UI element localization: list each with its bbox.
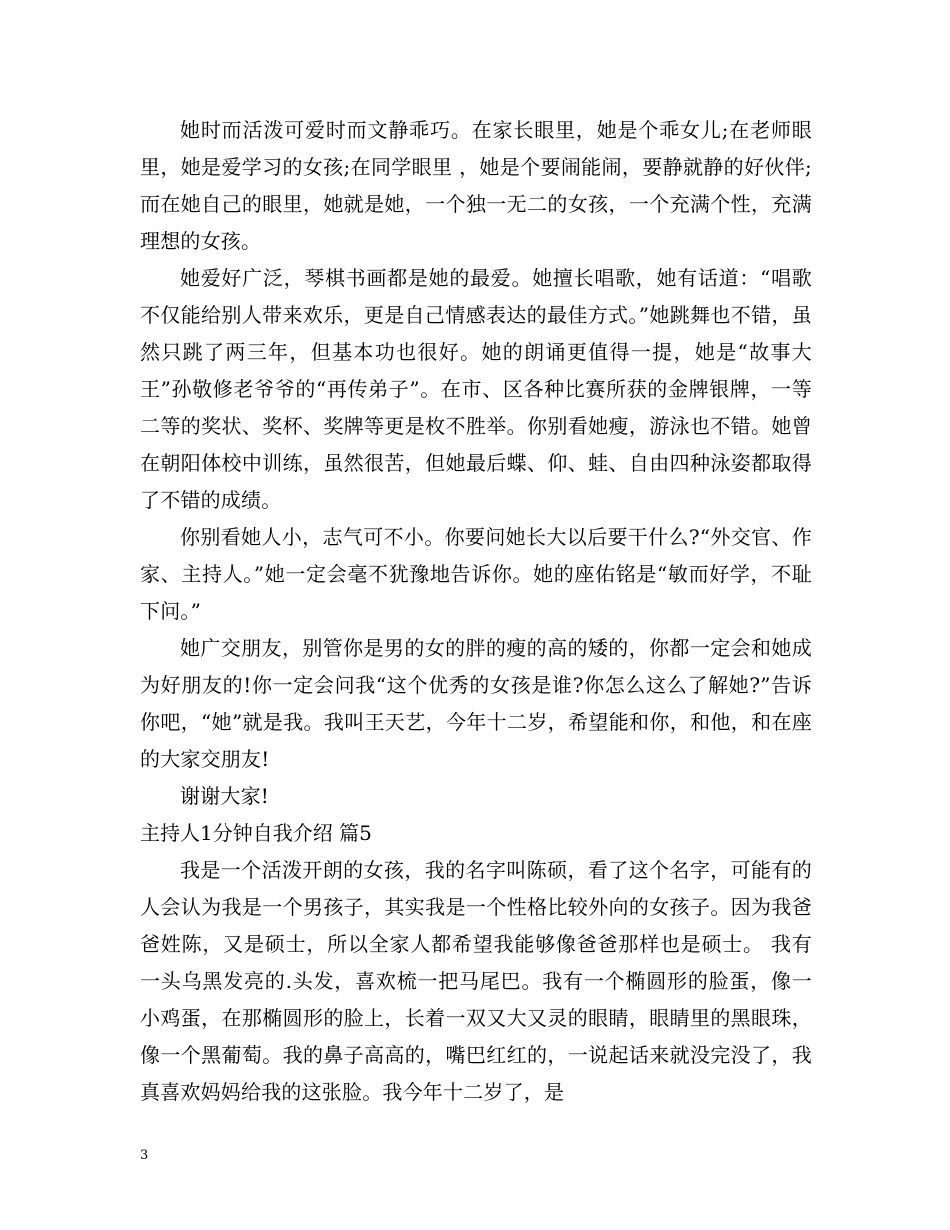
closing-line: 谢谢大家! (180, 784, 270, 808)
page-number: 3 (140, 1148, 149, 1163)
body-paragraph: 她时而活泼可爱时而文静乖巧。在家长眼里，她是个乖女儿;在老师眼里，她是爱学习的女孩;在同学眼里 ，她是个要闹能闹，要静就静的好伙伴;而在她自己的眼里，她就是她，一个独一无二的女孩，一个充满个性，充满理想的女孩。 (140, 118, 812, 253)
section-heading: 主持人1分钟自我介绍 篇5 (140, 821, 372, 845)
document-body (140, 112, 812, 1111)
body-paragraph: 你别看她人小，志气可不小。你要问她长大以后要干什么?“外交官、作家、主持人。”她一定会毫不犹豫地告诉你。她的座佑铭是“敏而好学，不耻下问。” (140, 525, 812, 623)
body-paragraph: 我是一个活泼开朗的女孩，我的名字叫陈硕，看了这个名字，可能有的人会认为我是一个男孩子，其实我是一个性格比较外向的女孩子。因为我爸爸姓陈，又是硕士，所以全家人都希望我能够像爸爸那样也是硕士。 我有一头乌黑发亮的.头发，喜欢梳一把马尾巴。我有一个椭圆形的脸蛋，像一小鸡蛋，在那椭圆形的脸上，长着一双又大又灵的眼睛，眼睛里的黑眼珠，像一个黑葡萄。我的鼻子高高的，嘴巴红红的，一说起话来就没完没了，我真喜欢妈妈给我的这张脸。我今年十二岁了，是 (140, 858, 812, 1104)
body-paragraph: 她广交朋友，别管你是男的女的胖的瘦的高的矮的，你都一定会和她成为好朋友的!你一定会问我“这个优秀的女孩是谁?你怎么这么了解她?”告诉你吧，“她”就是我。我叫王天艺，今年十二岁，希望能和你，和他，和在座的大家交朋友! (140, 636, 812, 771)
body-paragraph: 她爱好广泛，琴棋书画都是她的最爱。她擅长唱歌，她有话道：“唱歌不仅能给别人带来欢乐，更是自己情感表达的最佳方式。”她跳舞也不错，虽然只跳了两三年，但基本功也很好。她的朗诵更值得一提，她是“故事大王”孙敬修老爷爷的“再传弟子”。在市、区各种比赛所获的金牌银牌，一等二等的奖状、奖杯、奖牌等更是枚不胜举。你别看她瘦，游泳也不错。她曾在朝阳体校中训练，虽然很苦，但她最后蝶、仰、蛙、自由四种泳姿都取得了不错的成绩。 (140, 266, 812, 512)
